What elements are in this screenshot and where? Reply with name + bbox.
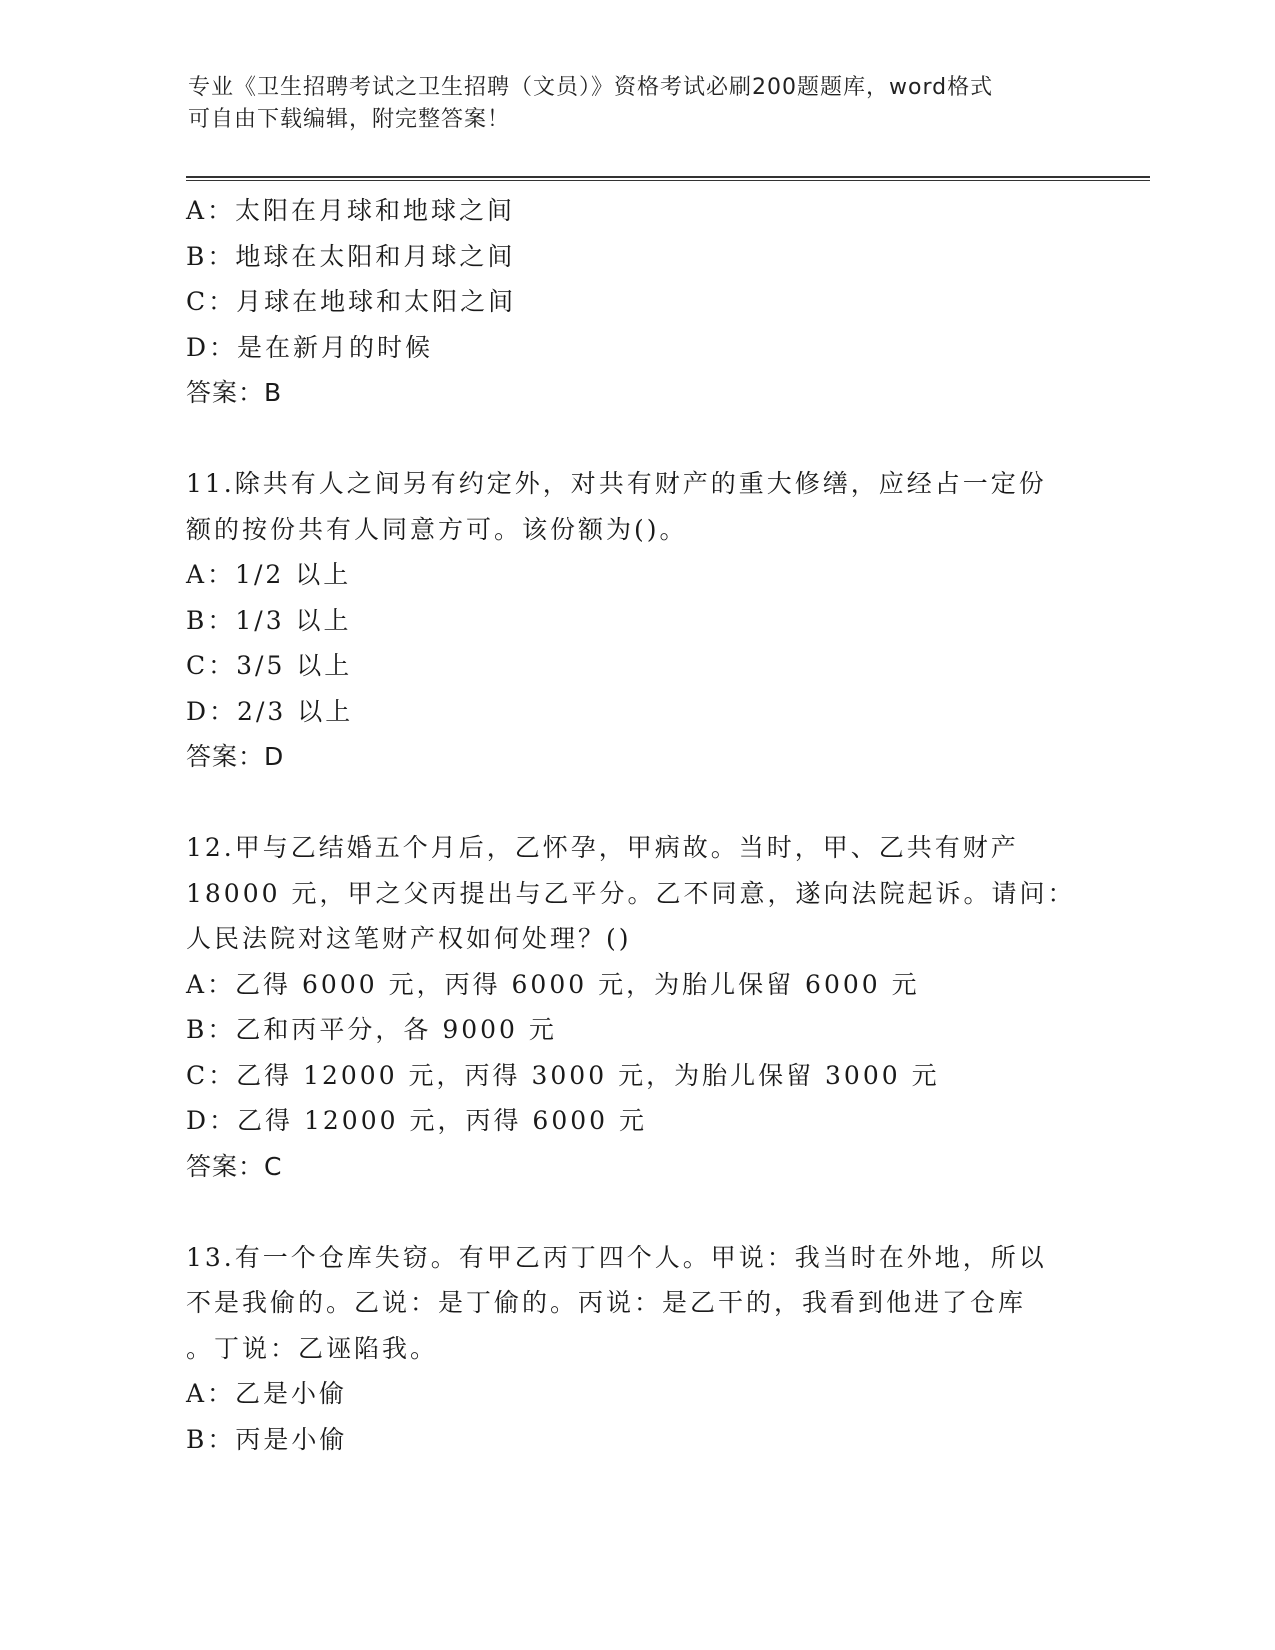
question-10 — [186, 188, 1086, 416]
question-stem-line: 11.除共有人之间另有约定外，对共有财产的重大修缮，应经占一定份 — [186, 469, 1047, 498]
option-a: A：1/2 以上 — [186, 560, 352, 589]
option-c: C：乙得 12000 元，丙得 3000 元，为胎儿保留 3000 元 — [186, 1060, 940, 1090]
question-stem-line: 人民法院对这笔财产权如何处理？() — [186, 924, 632, 953]
header-title-line-1: 专业《卫生招聘考试之卫生招聘（文员）》资格考试必刷200题题库，word格式 — [188, 75, 994, 100]
question-13 — [186, 1235, 1086, 1463]
question-stem-line: 18000 元，甲之父丙提出与乙平分。乙不同意，遂向法院起诉。请问： — [186, 878, 1076, 908]
option-d: D：2/3 以上 — [186, 696, 354, 726]
header-divider — [186, 176, 1150, 181]
option-d: D：是在新月的时候 — [186, 332, 434, 362]
spacer — [186, 1189, 1086, 1235]
question-stem-line: 12.甲与乙结婚五个月后，乙怀孕，甲病故。当时，甲、乙共有财产 — [186, 833, 1019, 862]
answer-line: 答案：B — [186, 378, 283, 407]
option-d: D：乙得 12000 元，丙得 6000 元 — [186, 1106, 647, 1135]
option-b: B：1/3 以上 — [186, 605, 352, 635]
spacer — [186, 416, 1086, 462]
option-a: A：乙是小偷 — [186, 1379, 348, 1408]
question-stem-line: 不是我偷的。乙说：是丁偷的。丙说：是乙干的，我看到他进了仓库 — [186, 1288, 1027, 1317]
option-c: C：3/5 以上 — [186, 651, 353, 680]
page-header — [188, 72, 1068, 136]
answer-line: 答案：D — [186, 742, 285, 771]
question-stem-line: 额的按份共有人同意方可。该份额为()。 — [186, 514, 688, 544]
question-11 — [186, 461, 1086, 780]
question-stem-line: 13.有一个仓库失窃。有甲乙丙丁四个人。甲说：我当时在外地，所以 — [186, 1242, 1047, 1272]
option-b: B：地球在太阳和月球之间 — [186, 241, 516, 271]
question-content — [186, 188, 1086, 1462]
question-12 — [186, 825, 1086, 1189]
option-a: A：乙得 6000 元，丙得 6000 元，为胎儿保留 6000 元 — [186, 969, 920, 999]
option-c: C：月球在地球和太阳之间 — [186, 287, 517, 316]
spacer — [186, 780, 1086, 826]
question-stem-line: 。丁说：乙诬陷我。 — [186, 1333, 439, 1363]
option-a: A：太阳在月球和地球之间 — [186, 196, 516, 225]
header-title-line-2: 可自由下载编辑，附完整答案！ — [188, 107, 511, 132]
answer-line: 答案：C — [186, 1151, 283, 1181]
option-b: B：丙是小偷 — [186, 1424, 348, 1454]
option-b: B：乙和丙平分，各 9000 元 — [186, 1015, 557, 1044]
